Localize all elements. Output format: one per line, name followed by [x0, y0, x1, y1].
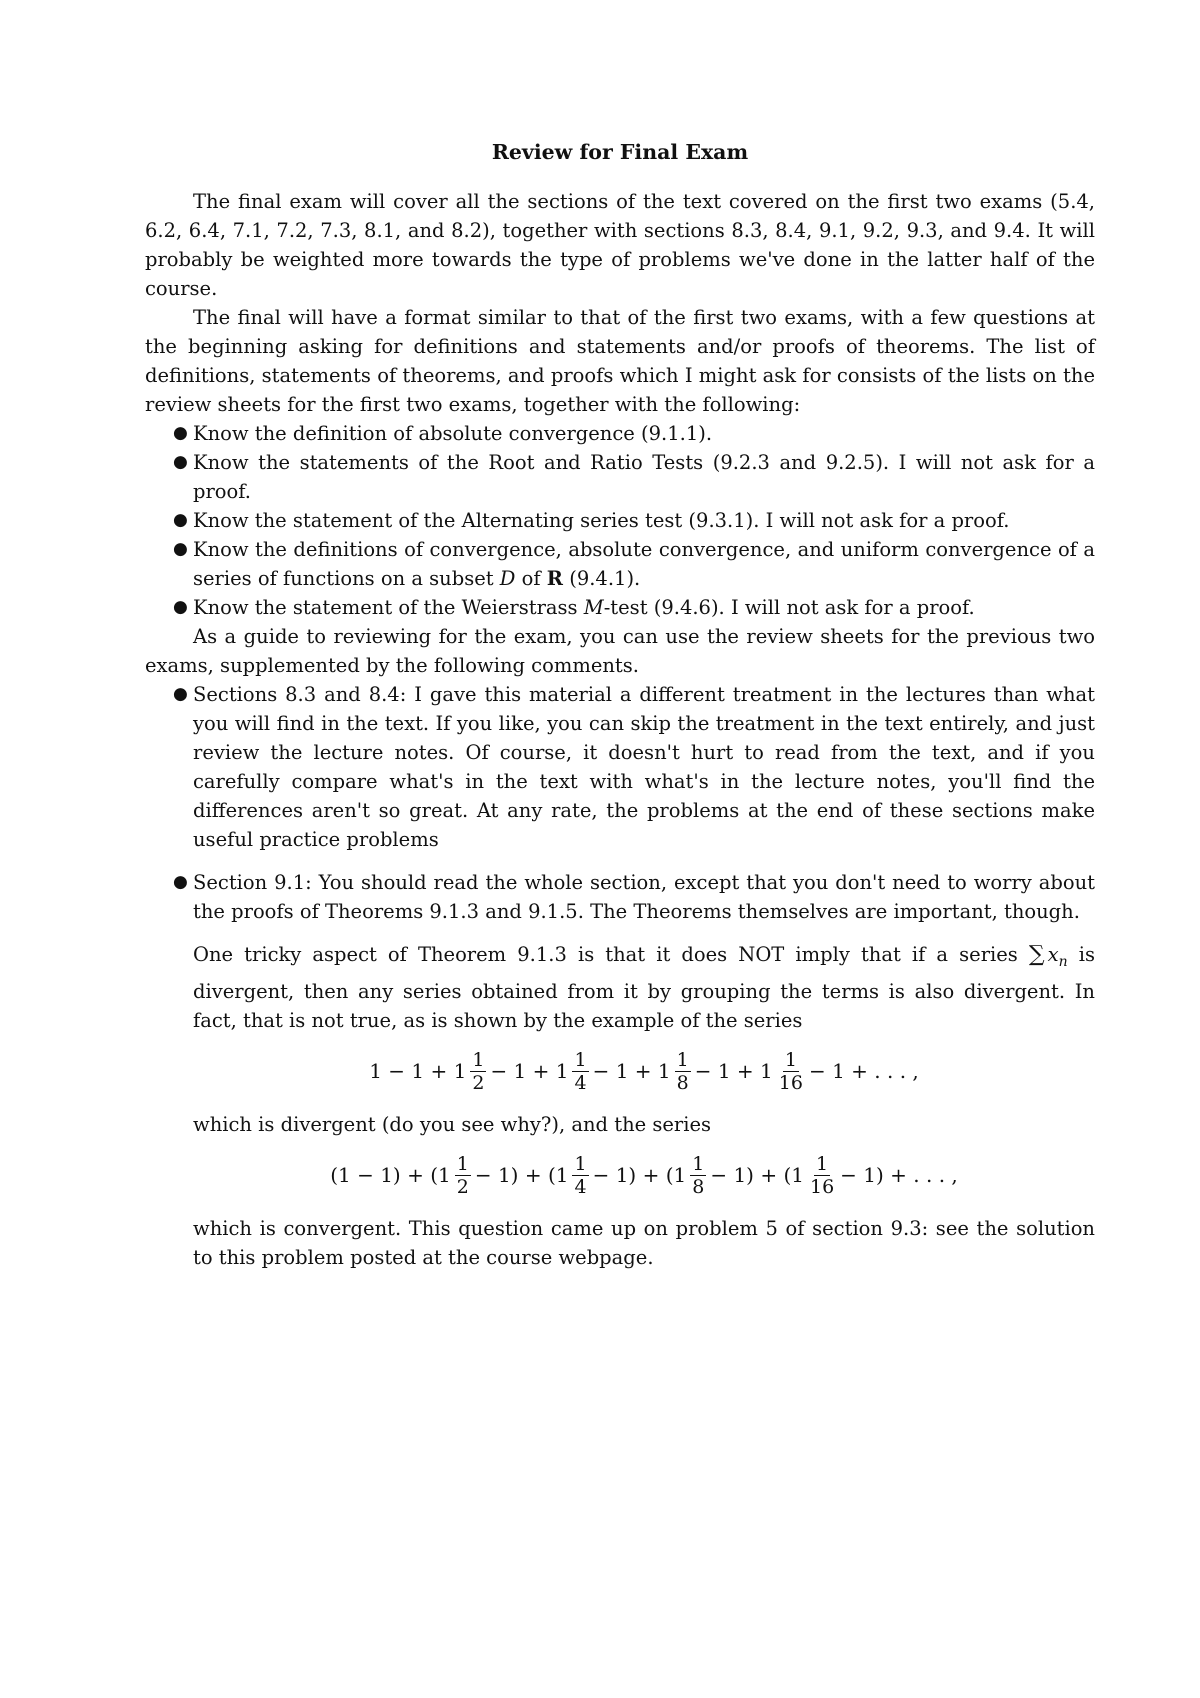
definitions-list	[145, 419, 1095, 622]
math-subscript-n: n	[1058, 953, 1068, 970]
list-item	[145, 593, 1095, 622]
list-item-text: (9.4.1).	[563, 567, 641, 590]
intro-paragraph-2: The final will have a format similar to that of the first two exams, with a few questions at the beginning asking for definitions and statements and/or proofs of theorems. The list of definitions, statements of theorems, and proofs which I might ask for consists of the lists on the review sheets for the first two exams, together with the following:	[145, 306, 1095, 416]
list-item-text: Know the statements of the Root and Ratio Tests (9.2.3 and 9.2.5). I will not ask for a proof.	[193, 451, 1095, 503]
fraction-denominator: 2	[456, 1175, 469, 1198]
comment-sections-8-3-8-4: Sections 8.3 and 8.4: I gave this material a different treatment in the lectures than what you will find in the text. If you like, you can skip the treatment in the text entirely, and just review the lecture notes. Of course, it doesn't hurt to read from the text, and if you carefully compare what's in the text with what's in the lecture notes, you'll find the differences aren't so great. At any rate, the problems at the end of these sections make useful practice problems	[193, 683, 1095, 851]
list-item-text: Know the definition of absolute convergence (9.1.1).	[193, 422, 713, 445]
series-term: − 1) + . . . ,	[840, 1162, 958, 1187]
series-term: − 1 + 1	[694, 1058, 773, 1083]
list-item	[145, 868, 1095, 1272]
paragraph-text: is divergent, then any series obtained from it by grouping the terms is also divergent. In fact, that is not true, as is shown by the example of the series	[193, 943, 1095, 1032]
fraction	[675, 1049, 691, 1094]
divergent-series-equation	[193, 1049, 1095, 1094]
list-item	[145, 680, 1095, 854]
page-title: Review for Final Exam	[491, 140, 749, 164]
fraction	[808, 1153, 836, 1198]
bullet-icon: ●	[173, 452, 188, 472]
fraction-denominator: 4	[574, 1071, 587, 1094]
list-item-text: Know the statement of the Weierstrass	[193, 596, 584, 619]
fraction-denominator: 8	[676, 1071, 689, 1094]
bullet-icon: ●	[173, 872, 188, 892]
comment-section-9-1: Section 9.1: You should read the whole section, except that you don't need to worry about the proofs of Theorems 9.1.3 and 9.1.5. The Theorems themselves are important, though.	[193, 871, 1095, 923]
divergent-text: which is divergent (do you see why?), and the series	[193, 1112, 712, 1136]
list-item-text: Know the statement of the Alternating series test (9.3.1). I will not ask for a proof.	[193, 509, 1010, 532]
series-term: − 1 + 1	[490, 1058, 569, 1083]
guide-paragraph: As a guide to reviewing for the exam, you can use the review sheets for the previous two exams, supplemented by the following comments.	[145, 625, 1095, 677]
fraction	[572, 1153, 588, 1198]
series-term: − 1) + (1	[474, 1162, 569, 1187]
fraction	[777, 1049, 805, 1094]
fraction-denominator: 16	[778, 1071, 803, 1094]
math-var-x: x	[1047, 943, 1059, 966]
series-term: − 1 + 1	[592, 1058, 671, 1083]
list-item-text: of	[515, 567, 547, 590]
fraction-denominator: 2	[472, 1071, 485, 1094]
tricky-aspect-paragraph	[193, 940, 1095, 1035]
fraction-numerator: 1	[456, 1152, 469, 1175]
series-term: − 1 + . . . ,	[808, 1058, 919, 1083]
fraction-numerator: 1	[692, 1152, 705, 1175]
convergent-series-equation	[193, 1153, 1095, 1198]
list-item	[145, 506, 1095, 535]
list-item	[145, 448, 1095, 506]
fraction-numerator: 1	[676, 1048, 689, 1071]
fraction-denominator: 16	[809, 1175, 835, 1198]
math-symbol-reals: R	[546, 567, 564, 590]
sum-symbol: ∑	[1028, 942, 1045, 967]
math-symbol-m: M	[583, 596, 604, 619]
fraction	[470, 1049, 486, 1094]
paragraph-text: One tricky aspect of Theorem 9.1.3 is that it does NOT imply that if a series	[193, 943, 1029, 966]
list-item	[145, 535, 1095, 593]
intro-paragraph-1: The final exam will cover all the sections of the text covered on the first two exams (5.4, 6.2, 6.4, 7.1, 7.2, 7.3, 8.1, and 8.2), together with sections 8.3, 8.4, 9.1, 9.2, 9.3, and 9.4. It will probably be weighted more towards the type of problems we've done in the latter half of the course.	[145, 190, 1095, 300]
fraction-numerator: 1	[472, 1048, 485, 1071]
series-term: 1 − 1 + 1	[369, 1058, 467, 1083]
convergent-text: which is convergent. This question came up on problem 5 of section 9.3: see the solution to this problem posted at the course webpage.	[193, 1216, 1095, 1269]
series-term: − 1) + (1	[592, 1162, 687, 1187]
fraction	[690, 1153, 706, 1198]
series-term: − 1) + (1	[710, 1162, 804, 1187]
bullet-icon: ●	[173, 597, 188, 617]
bullet-icon: ●	[173, 684, 188, 704]
math-symbol-d: D	[499, 567, 516, 590]
document-page	[145, 138, 1095, 1286]
fraction-denominator: 4	[574, 1175, 587, 1198]
fraction	[572, 1049, 588, 1094]
list-item-text: Know the definitions of convergence, absolute convergence, and uniform convergence of a series of functions on a subset	[193, 538, 1095, 590]
fraction-denominator: 8	[692, 1175, 705, 1198]
comments-list	[145, 680, 1095, 1272]
list-item-text: -test (9.4.6). I will not ask for a proof.	[603, 596, 975, 619]
fraction-numerator: 1	[784, 1048, 797, 1071]
fraction-numerator: 1	[574, 1152, 587, 1175]
bullet-icon: ●	[173, 510, 188, 530]
bullet-icon: ●	[173, 423, 188, 443]
bullet-icon: ●	[173, 539, 188, 559]
fraction-numerator: 1	[816, 1152, 829, 1175]
list-item	[145, 419, 1095, 448]
fraction-numerator: 1	[574, 1048, 587, 1071]
fraction	[455, 1153, 471, 1198]
series-term: (1 − 1) + (1	[330, 1162, 451, 1187]
